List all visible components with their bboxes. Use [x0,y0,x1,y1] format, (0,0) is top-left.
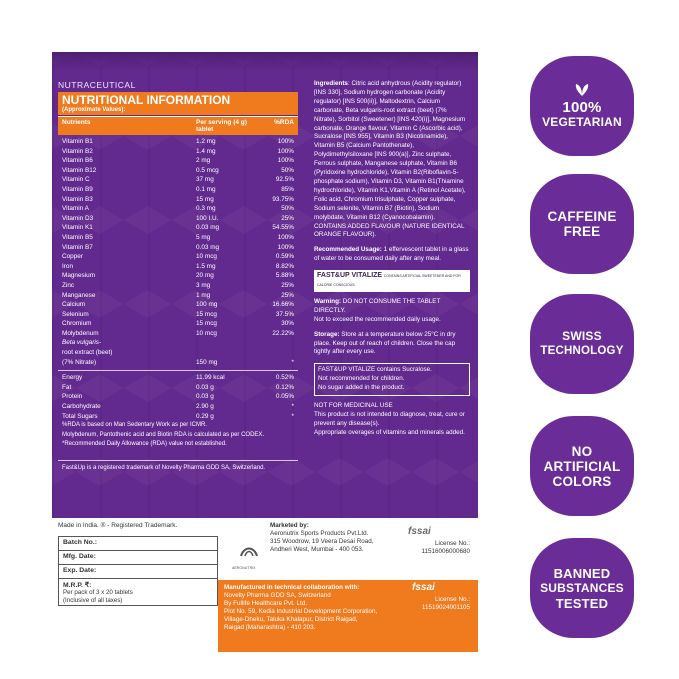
nutrient-value: 11.99 kcal [196,374,225,382]
nutrient-name: Vitamin C [62,176,90,184]
nutrient-rda: 50% [281,205,294,213]
nutrient-value: 100 mg [196,301,218,309]
nutrient-value: 2 mg [196,157,211,165]
table-row [58,373,298,383]
medicinal-text: NOT FOR MEDICINAL USE This product is not intended to diagnose, treat, cure or prevent any disease(s). Appropriate overages of vitamins and minerals added. [314,402,465,436]
nutrient-name: Beta vulgaris- [62,339,102,347]
nutrient-value: 5 mg [196,233,211,241]
warning-label: Warning: [314,297,342,305]
nutrition-panel [58,80,298,471]
col-rda: %RDA [274,119,294,126]
nutrient-rda: 25% [281,291,294,299]
nutrient-rda: 5.88% [275,272,294,280]
table-row [58,166,298,176]
nutrient-rda: 100% [277,147,294,155]
nutrient-name: Zinc [62,281,75,289]
nutrient-rda: 37.5% [275,310,294,318]
nutrient-name: Chromium [62,320,92,328]
bottom-label-strip [52,518,478,652]
table-row [58,137,298,147]
nutrient-rda: 22.22% [272,329,294,337]
mrp: M.R.P. ₹: Per pack of 3 x 20 tablets (Inclusive of all taxes) [63,582,133,604]
nutrient-name: Vitamin B7 [62,243,93,251]
table-row [58,412,298,422]
nutrient-name: Protein [62,393,83,401]
nutrient-name: Fat [62,383,72,391]
category-label: NUTRACEUTICAL [58,80,136,90]
nutrient-name: Magnesium [62,272,96,280]
nutrient-name: Vitamin K1 [62,224,93,232]
ingredients-panel [314,80,470,444]
nutrient-name: Total Sugars [62,412,98,420]
ingredients-text: Ingredients: Citric acid anhydrous (Acidity regulator) [INS 330], Sodium hydrogen carbonate (Acidity regulator) [INS 500(ii)], Maltodextrin, Calcium carbonate, Beta vulgaris-root extract (beet) (7% Nitrate), Sorbitol (Sweetener) [INS 420(i)], Magnesium carbonate, Orange flavour, Vitamin C (Ascorbic acid), Sucralose [INS 955], Vitamin B3 (Nicotinamide), Vitamin B5 (Calcium Pantothenate), Polydimethylsiloxane [INS 900(a)], Zinc sulphate, Ferrous sulphate, Manganese sulphate, Vitamin B6 (Pyridoxine hydrochloride), Vitamin B2(Riboflavin-5-phosphate sodium), Vitamin D3, Vitamin B1(Thiamine hydrochloride), Vitamin K1,Vitamin A (Retinol Acetate), Folic acid, Chromium trisulphate, Copper sulphate, Sodium selenite, Vitamin B7 (Biotin), Sodium molybdate, Vitamin B12 (Cyanocobalamin). CONTAINS ADDED FLAVOUR (NATURE IDENTICAL ORANGE FLAVOUR). [314,80,466,239]
nutrient-rda: 25% [281,281,294,289]
codex-note: Molybdenum, Pantothenic acid and Biotin RDA is calculated as per CODEX. [62,431,265,438]
flavour-note: CONTAINS ADDED FLAVOUR (NATURE IDENTICAL ORANGE FLAVOUR). [314,222,465,239]
table-row [58,175,298,185]
nutrient-value: 0.29 g [196,412,214,420]
table-row [58,252,298,262]
nutrient-name: Selenium [62,310,89,318]
nutrition-title: NUTRITIONAL INFORMATION [62,93,231,107]
nutrient-rda: 0.59% [275,253,294,261]
nutrient-name: Molybdenum [62,329,99,337]
table-row [58,233,298,243]
usage-text: Recommended Usage: 1 effervescent tablet in a glass of water to be consumed daily after any meal. [314,246,469,263]
col-nutrients: Nutrients [62,119,91,126]
nutrient-rda: * [291,412,294,420]
nutrient-rda: 100% [277,243,294,251]
table-row [58,156,298,166]
license-2: License No.: 11519024001105 [421,596,470,611]
table-row [58,243,298,253]
table-row [58,348,298,358]
marketed-by: Marketed by: Aeronutrix Sports Products Pvt.Ltd. 315 Woodrow, 19 Veera Desai Road, Andheri West, Mumbai - 400 053. [270,522,374,553]
badge-no-artificial-colors: NO ARTIFICIAL COLORS [518,416,646,516]
badge-banned-substances-tested: BANNED SUBSTANCES TESTED [518,538,646,638]
storage-text: Storage: Store at a temperature below 25°C in dry place. Keep out of reach of children. Close the cap tightly after every use. [314,330,456,356]
table-row [58,147,298,157]
fssai-logo-2: fssai [412,582,435,593]
nutrient-value: 1.4 mg [196,147,216,155]
warning-text: Warning: DO NOT CONSUME THE TABLET DIRECTLY. Not to exceed the recommended daily usage. [314,297,441,323]
col-per-serving: Per serving (4 g) tablet [196,119,247,133]
manufactured-by: Manufactured in technical collaboration with: Novelty Pharma GDD SA, Switzerland By Fullife Healthcare Pvt. Ltd. Plot No. 59, Kedia Industrial Development Corporation, Village-Dheku, Taluka Khalapur, District Raigad, Raigad (Maharashtra) - 410 203. [218,580,478,652]
nutrient-value: 0.03 g [196,383,214,391]
table-row [58,319,298,329]
nutrient-rda: 0.52% [275,374,294,382]
nutrient-value: 37 mg [196,176,214,184]
fssai-logo: fssai [408,526,431,537]
nutrient-value: 150 mg [196,358,218,366]
batch-no: Batch No.: [59,537,217,551]
table-row [58,214,298,224]
nutrient-rda: 8.82% [275,262,294,270]
nutrient-value: 15 mcg [196,310,217,318]
table-row [58,310,298,320]
license-1: License No.: 11516006000680 [421,540,470,555]
table-row [58,383,298,393]
nutrient-value: 1.5 mg [196,262,216,270]
table-row [58,358,298,368]
nutrition-column-header [58,116,298,135]
ingredients-label: Ingredients [314,80,348,87]
trademark-note: Fast&Up is a registered trademark of Novelty Pharma GDD SA, Switzerland. [58,460,298,471]
table-row [58,271,298,281]
nutrient-rda: * [291,403,294,411]
sucralose-box: FAST&UP VITALIZE contains Sucralose. Not recommended for children. No sugar added in the product. [314,363,470,396]
nutrient-name: Vitamin B6 [62,157,93,165]
leaf-icon [572,83,592,97]
nutrient-value: 1 mg [196,291,211,299]
nutrient-value: 0.03 g [196,393,214,401]
nutrient-rda: 30% [281,320,294,328]
badge-vegetarian: 100% VEGETARIAN [518,56,646,156]
nutrient-value: 0.1 mg [196,185,216,193]
nutrient-value: 15 mg [196,195,214,203]
table-row [58,223,298,233]
nutrient-rda: 50% [281,166,294,174]
nutrient-name: Copper [62,253,83,261]
nutrient-name: Carbohydrate [62,403,101,411]
nutrient-rda: * [291,358,294,366]
nutrient-name: (7% Nitrate) [62,358,97,366]
nutrient-name: Calcium [62,301,86,309]
nutrient-rda: 93.75% [272,195,294,203]
brand-name: FAST&UP VITALIZE [317,272,383,280]
nutrient-name: Vitamin B1 [62,138,93,145]
logo-caption: AERONUTRIX [232,566,256,570]
product-box-back-panel [52,52,478,652]
nutrient-name: Energy [62,374,83,382]
made-in-india: Made in India. ® - Registered Trademark. [58,522,178,529]
nutrient-rda: 0.12% [275,383,294,391]
nutrient-value: 2.90 g [196,403,214,411]
energy-rows [58,373,298,421]
badge-caffeine-free: CAFFEINE FREE [518,174,646,274]
brand-fine-print: CONTAINS ARTIFICIAL SWEETENER AND FOR CALORIE CONSCIOUS. [317,274,461,288]
nutrient-value: 0.5 mcg [196,166,219,174]
nutrient-value: 3 mg [196,281,211,289]
mfg-date: Mfg. Date: [59,551,217,565]
table-row [58,402,298,412]
rda-note: %RDA is based on Man Sedentary Work as per ICMR. [62,422,207,429]
nutrient-value: 0.3 mg [196,205,216,213]
nutrient-name: root extract (beet) [62,349,113,357]
nutrient-name: Vitamin B5 [62,233,93,241]
nutrition-title-bar [58,92,298,115]
nutrient-rda: 25% [281,214,294,222]
nutrient-name: Manganese [62,291,96,299]
rda-not-established-note: *Recommended Daily Allowance (RDA) value not established. [62,441,227,448]
nutrient-rda: 100% [277,138,294,145]
table-row [58,392,298,402]
nutrient-name: Vitamin A [62,205,89,213]
table-row [58,338,298,348]
storage-label: Storage: [314,330,340,338]
table-row [58,291,298,301]
nutrient-name: Vitamin B9 [62,185,93,193]
divider [58,370,298,371]
table-row [58,329,298,339]
nutrient-value: 15 mcg [196,320,217,328]
nutrient-rda: 100% [277,233,294,241]
exp-date: Exp. Date: [59,565,217,579]
table-row [58,281,298,291]
medicinal-label: NOT FOR MEDICINAL USE [314,402,393,410]
nutrient-rda: 0.05% [275,393,294,401]
badge-swiss-technology: SWISS TECHNOLOGY [518,294,646,394]
nutrient-rda: 54.55% [272,224,294,232]
nutrient-value: 10 mcg [196,329,217,337]
nutrient-value: 0.03 mg [196,243,220,251]
nutrient-value: 0.03 mg [196,224,220,232]
nutrition-subtitle: (Approximate Values): [62,107,126,113]
brand-strip [314,270,470,292]
box-top-edge [52,52,478,72]
nutrient-name: Vitamin D3 [62,214,94,222]
nutrient-rda: 85% [281,185,294,193]
nutrient-name: Vitamin B2 [62,147,93,155]
table-row [58,204,298,214]
nutrient-value: 10 mcg [196,253,217,261]
nutrient-rda: 16.66% [272,301,294,309]
nutrient-rda: 92.5% [275,176,294,184]
table-row [58,262,298,272]
nutrient-name: Vitamin B12 [62,166,97,174]
nutrient-value: 100 I.U. [196,214,219,222]
nutrient-rda: 100% [277,157,294,165]
usage-label: Recommended Usage: [314,246,382,254]
nutrient-value: 1.2 mg [196,138,216,145]
table-row [58,195,298,205]
table-row [58,300,298,310]
nutrient-name: Iron [62,262,74,270]
vitamin-rows [58,137,298,338]
aeronutrix-logo-icon [238,540,260,562]
table-row [58,185,298,195]
batch-info-box [58,536,218,606]
nutrient-value: 20 mg [196,272,214,280]
nutrient-name: Vitamin B3 [62,195,93,203]
